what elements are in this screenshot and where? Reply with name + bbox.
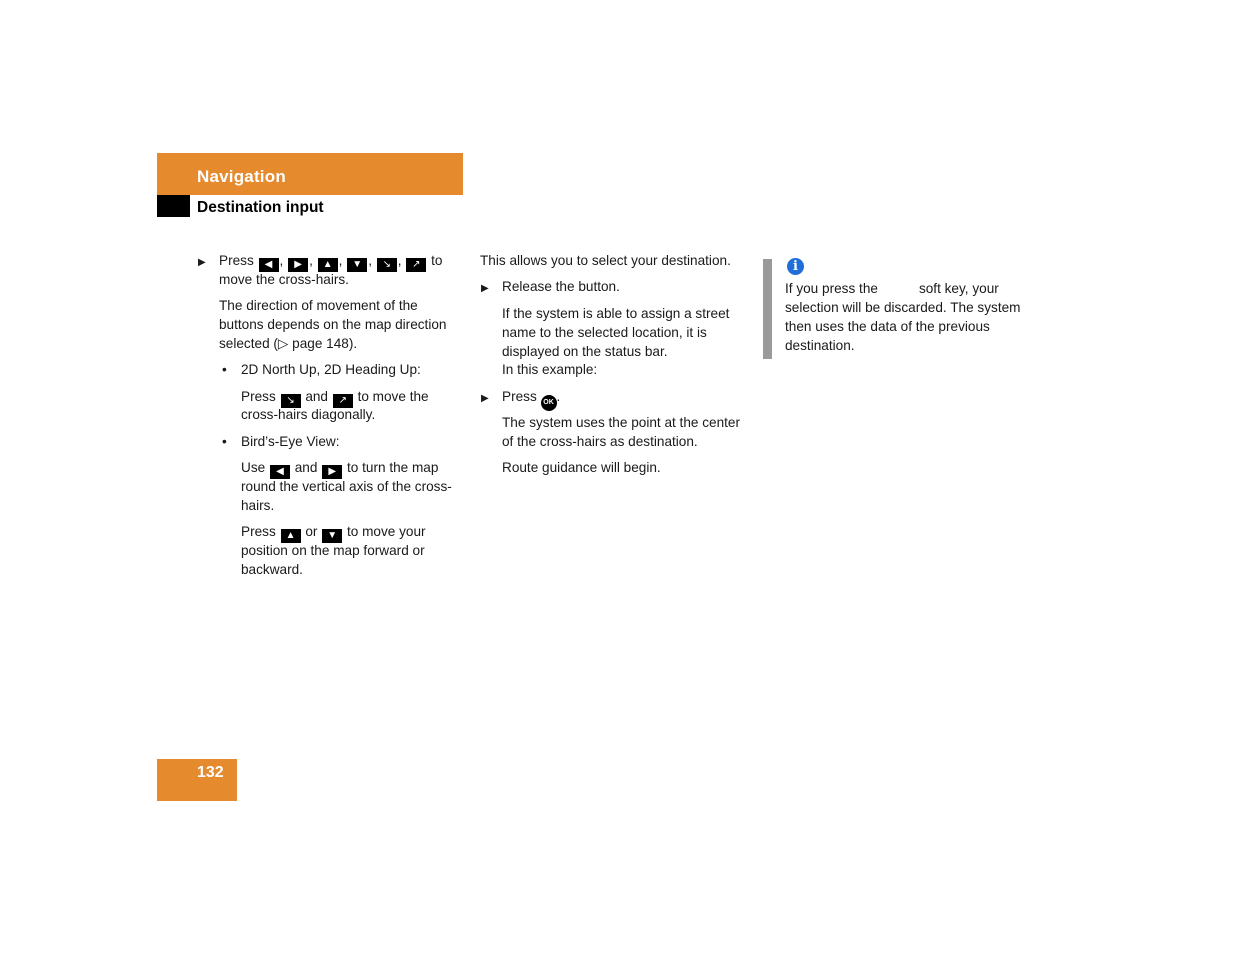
move-instruction: Press ▲ or ▼ to move your (241, 524, 426, 541)
step-1: Press ◀ , ▶ , ▲ , ▼ , ↘ , ↗ to (219, 253, 443, 270)
turn-instruction-rest: round the vertical axis of the cross- hairs. (241, 479, 452, 513)
subsection-marker (157, 195, 190, 217)
left-arrow-key-icon: ◀ (259, 258, 279, 272)
right-arrow-key-icon: ▶ (288, 258, 308, 272)
select-destination-text: This allows you to select your destination. (480, 253, 731, 268)
bullet-birds-eye: Bird’s-Eye View: (241, 434, 340, 449)
step-release: Release the button. (502, 279, 620, 294)
step-1-line2: move the cross-hairs. (219, 272, 349, 287)
info-line-1: If you press the soft key, your (785, 281, 999, 296)
step-arrow-3: ▶ (481, 393, 489, 404)
down-arrow-key-icon: ▼ (347, 258, 367, 272)
step-arrow-1: ▶ (198, 257, 206, 268)
route-guidance-text: Route guidance will begin. (502, 460, 661, 475)
info-sidebar-bar (763, 259, 772, 359)
step-press-ok: Press OK . (502, 388, 560, 411)
diagonal-down-key-icon: ↘ (281, 394, 301, 408)
paragraph-street-name: If the system is able to assign a street name to the selected location, it is displayed on the status bar. In this example: (502, 306, 730, 378)
step-arrow-2: ▶ (481, 283, 489, 294)
left-arrow-key-icon: ◀ (270, 465, 290, 479)
up-arrow-key-icon: ▲ (318, 258, 338, 272)
move-instruction-rest: position on the map forward or backward. (241, 543, 425, 577)
right-arrow-key-icon: ▶ (322, 465, 342, 479)
info-text-rest: selection will be discarded. The system then uses the data of the previous destination. (785, 300, 1021, 353)
paragraph-direction: The direction of movement of the buttons depends on the map direction selected (▷ page 148). (219, 298, 447, 351)
info-icon: i (787, 258, 804, 275)
down-arrow-key-icon: ▼ (322, 529, 342, 543)
paragraph-center-point: The system uses the point at the center of the cross-hairs as destination. (502, 415, 741, 449)
diagonal-instruction-line2: cross-hairs diagonally. (241, 407, 376, 422)
diagonal-instruction: Press ↘ and ↗ to move the (241, 389, 429, 406)
up-arrow-key-icon: ▲ (281, 529, 301, 543)
bullet-dot-1: • (222, 362, 227, 377)
diagonal-up-key-icon: ↗ (406, 258, 426, 272)
subsection-title: Destination input (197, 199, 324, 216)
bullet-2d-north-up: 2D North Up, 2D Heading Up: (241, 362, 421, 377)
ok-button-icon: OK (541, 395, 557, 411)
diagonal-down-key-icon: ↘ (377, 258, 397, 272)
bullet-dot-2: • (222, 434, 227, 449)
section-title: Navigation (197, 167, 286, 186)
turn-instruction: Use ◀ and ▶ to turn the map (241, 460, 439, 477)
page-number: 132 (197, 764, 224, 781)
diagonal-up-key-icon: ↗ (333, 394, 353, 408)
